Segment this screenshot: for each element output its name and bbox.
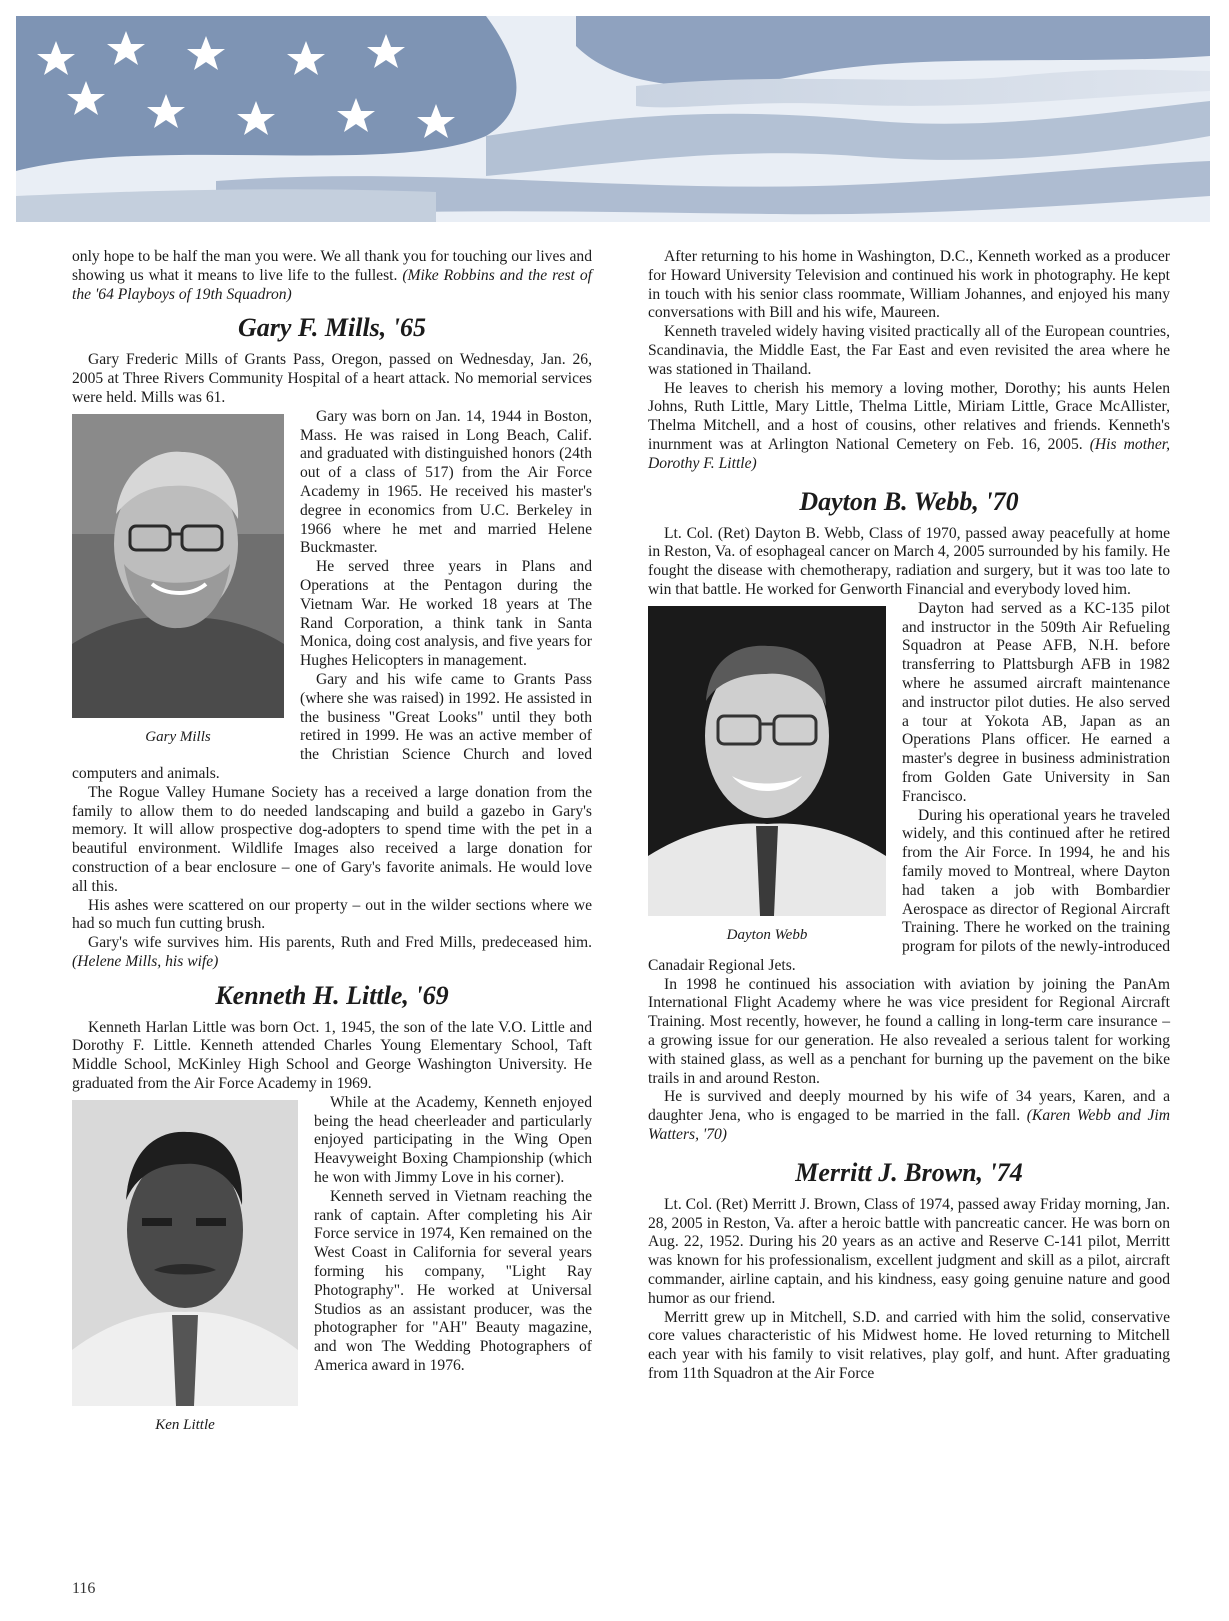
little-paragraph-2: While at the Academy, Kenneth enjoyed being the head cheerleader and particularly enjoyed participating in the Wing Open Heavyweight Boxing Championship (which he won with Jimmy Love in his corner). xyxy=(314,1093,592,1187)
mills-photo-figure xyxy=(72,414,284,746)
little-paragraph-6: He leaves to cherish his memory a loving mother, Dorothy; his aunts Helen Johns, Ruth Little, Mary Little, Thelma Little, Miriam Little, Grace McAllister, Thelma Mitchell, and a host of cousins, other relatives and friends. Kenneth's inurnment was at Arlington National Cemetery on Feb. 16, 2005. (His mother, Dorothy F. Little) xyxy=(648,379,1170,472)
little-heading: Kenneth H. Little, '69 xyxy=(215,980,449,1010)
flag-banner xyxy=(16,16,1210,222)
webb-paragraph-1: Lt. Col. (Ret) Dayton B. Webb, Class of 1970, passed away peacefully at home in Reston, Va. of esophageal cancer on March 4, 2005 surrounded by his family. He fought the disease with chemotherapy, radiation and surgery, but it was too late to win that battle. He worked for Genworth Financial and everybody loved him. xyxy=(648,524,1170,598)
little-credit: (His mother, Dorothy F. Little) xyxy=(648,435,1170,472)
brown-paragraph-1: Lt. Col. (Ret) Merritt J. Brown, Class of 1974, passed away Friday morning, Jan. 28, 2005 in Reston, Va. after a heroic battle with pancreatic cancer. He was born on Aug. 22, 1952. During his 20 years as an active and Reserve C-141 pilot, Merritt was known for his professionalism, excellent judgment and skill as a pilot, aircraft commander, airline captain, and his kindness, easy going genuine nature and good humor as our friend. xyxy=(648,1195,1170,1307)
mills-paragraph-7: Gary's wife survives him. His parents, Ruth and Fred Mills, predeceased him. (Helene Mills, his wife) xyxy=(72,934,592,970)
little-photo-figure xyxy=(72,1100,298,1434)
little-paragraph-5: Kenneth traveled widely having visited practically all of the European countries, Scandinavia, the Middle East, the Far East and even revisited the area where he was stationed in Thailand. xyxy=(648,323,1170,378)
little-paragraph-3: Kenneth served in Vietnam reaching the rank of captain. After completing his Air Force service in 1974, Ken remained on the West Coast in California for several years forming his company, "Light Ray Photography". He worked at Universal Studios as an assistant producer, was the photographer for "AH" Beauty magazine, and won The Wedding Photographers of America award in 1976. xyxy=(314,1187,592,1375)
intro-paragraph: only hope to be half the man you were. We all thank you for touching our lives and showing us what it means to live life to the fullest. (Mike Robbins and the rest of the '64 Playboys of 19th Squadron) xyxy=(72,248,592,303)
mills-paragraph-2: Gary was born on Jan. 14, 1944 in Boston, Mass. He was raised in Long Beach, Calif. and graduated with distinguished honors (24th out of a class of 517) from the Air Force Academy in 1965. He received his master's degree in economics from U.C. Berkeley in 1966 where he met and married Helene Buckmaster. xyxy=(300,407,592,557)
webb-paragraph-5: He is survived and deeply mourned by his wife of 34 years, Karen, and a daughter Jena, who is engaged to be married in the fall. (Karen Webb and Jim Watters, '70) xyxy=(648,1088,1170,1144)
mills-paragraph-6: His ashes were scattered on our property – out in the wilder sections where we had so much fun cutting brush. xyxy=(72,896,592,933)
left-column xyxy=(72,248,592,1436)
intro-credit: (Mike Robbins and the rest of the '64 Playboys of 19th Squadron) xyxy=(72,266,592,303)
mills-credit: (Helene Mills, his wife) xyxy=(72,952,219,970)
webb-photo-caption: Dayton Webb xyxy=(726,926,808,943)
mills-heading: Gary F. Mills, '65 xyxy=(237,313,427,343)
little-paragraph-1-a: Kenneth Harlan Little was born Oct. 1, 1945, the son of the late V.O. Little and Dorothy F. Little. Kenneth attended Charles Young Elementary School, Taft Middle School, McKinley High School and George Washington University. He graduated from the Air Force Academy in 1969. xyxy=(72,1018,592,1093)
webb-paragraph-2: Dayton had served as a KC-135 pilot and instructor in the 509th Air Refueling Squadron at Pease AFB, N.H. before transferring to Plattsburgh AFB in 1982 where he assumed aircraft maintenance and instructor pilot duties. He also served a tour at Yokota AB, Japan as an Operations Plans officer. He earned a master's degree in business administration from Golden Gate University in San Francisco. xyxy=(902,599,1170,805)
webb-paragraph-3: During his operational years he traveled widely, and this continued after he retired from the Air Force. In 1994, he and his family moved to Montreal, where Dayton had taken a job with Bombardier Aerospace as director of Regional Aircraft Training. There he worked on the training program for pilots of the newly-introduced Canadair Regional Jets. xyxy=(648,806,1170,974)
mills-photo-caption: Gary Mills xyxy=(145,728,211,745)
mills-paragraph-1: Gary Frederic Mills of Grants Pass, Oregon, passed on Wednesday, Jan. 26, 2005 at Three Rivers Community Hospital of a heart attack. No memorial services were held. Mills was 61. xyxy=(72,351,592,406)
waving-flag-image xyxy=(16,16,1210,222)
mills-paragraph-4: Gary and his wife came to Grants Pass (where she was raised) in 1992. He assisted in the business "Great Looks" until they both retired in 1999. He was an active member of the Christian Science Church and loved computers and animals. xyxy=(72,670,592,782)
brown-heading: Merritt J. Brown, '74 xyxy=(795,1157,1023,1187)
ken-little-photo xyxy=(72,1100,298,1406)
little-photo-caption: Ken Little xyxy=(155,1416,215,1433)
brown-paragraph-2: Merritt grew up in Mitchell, S.D. and carried with him the solid, conservative core values characteristic of his Midwest home. He loved returning to Mitchell each year with his family to visit relatives, play golf, and hunt. After graduating from 11th Squadron at the Air Force xyxy=(648,1308,1170,1383)
gary-mills-photo xyxy=(72,414,284,718)
webb-credit: (Karen Webb and Jim Watters, '70) xyxy=(648,1107,1170,1144)
webb-heading: Dayton B. Webb, '70 xyxy=(799,486,1019,516)
dayton-webb-photo xyxy=(648,606,886,916)
mills-paragraph-3: He served three years in Plans and Operations at the Pentagon during the Vietnam War. He worked 18 years at The Rand Corporation, a think tank in Santa Monica, doing cost analysis, and five years for Hughes Helicopters in management. xyxy=(300,558,592,670)
little-paragraph-4: After returning to his home in Washington, D.C., Kenneth worked as a producer for Howard University Television and continued his work in photography. He kept in touch with his senior class roommate, William Johannes, and enjoyed his many conversations with Bill and his wife, Maureen. xyxy=(648,248,1170,322)
webb-paragraph-4: In 1998 he continued his association with aviation by joining the PanAm International Flight Academy where he was vice president for Regional Aircraft Training. Most recently, however, he found a calling in long-term care insurance – a growing issue for our generation. He also revealed a serious talent for working with stained glass, as well as a penchant for burning up the pavement on the bike trails in and around Reston. xyxy=(648,975,1170,1087)
page-number: 116 xyxy=(72,1580,96,1597)
right-column xyxy=(648,248,1170,1384)
webb-photo-figure xyxy=(648,606,886,944)
mills-paragraph-5: The Rogue Valley Humane Society has a received a large donation from the family to allow them to do needed landscaping and build a gazebo in Gary's memory. It will allow prospective dog-adopters to spend time with the pet in a beautiful environment. Wildlife Images also received a large donation for construction of a bear enclosure – one of Gary's favorite animals. He would love all this. xyxy=(72,783,592,895)
